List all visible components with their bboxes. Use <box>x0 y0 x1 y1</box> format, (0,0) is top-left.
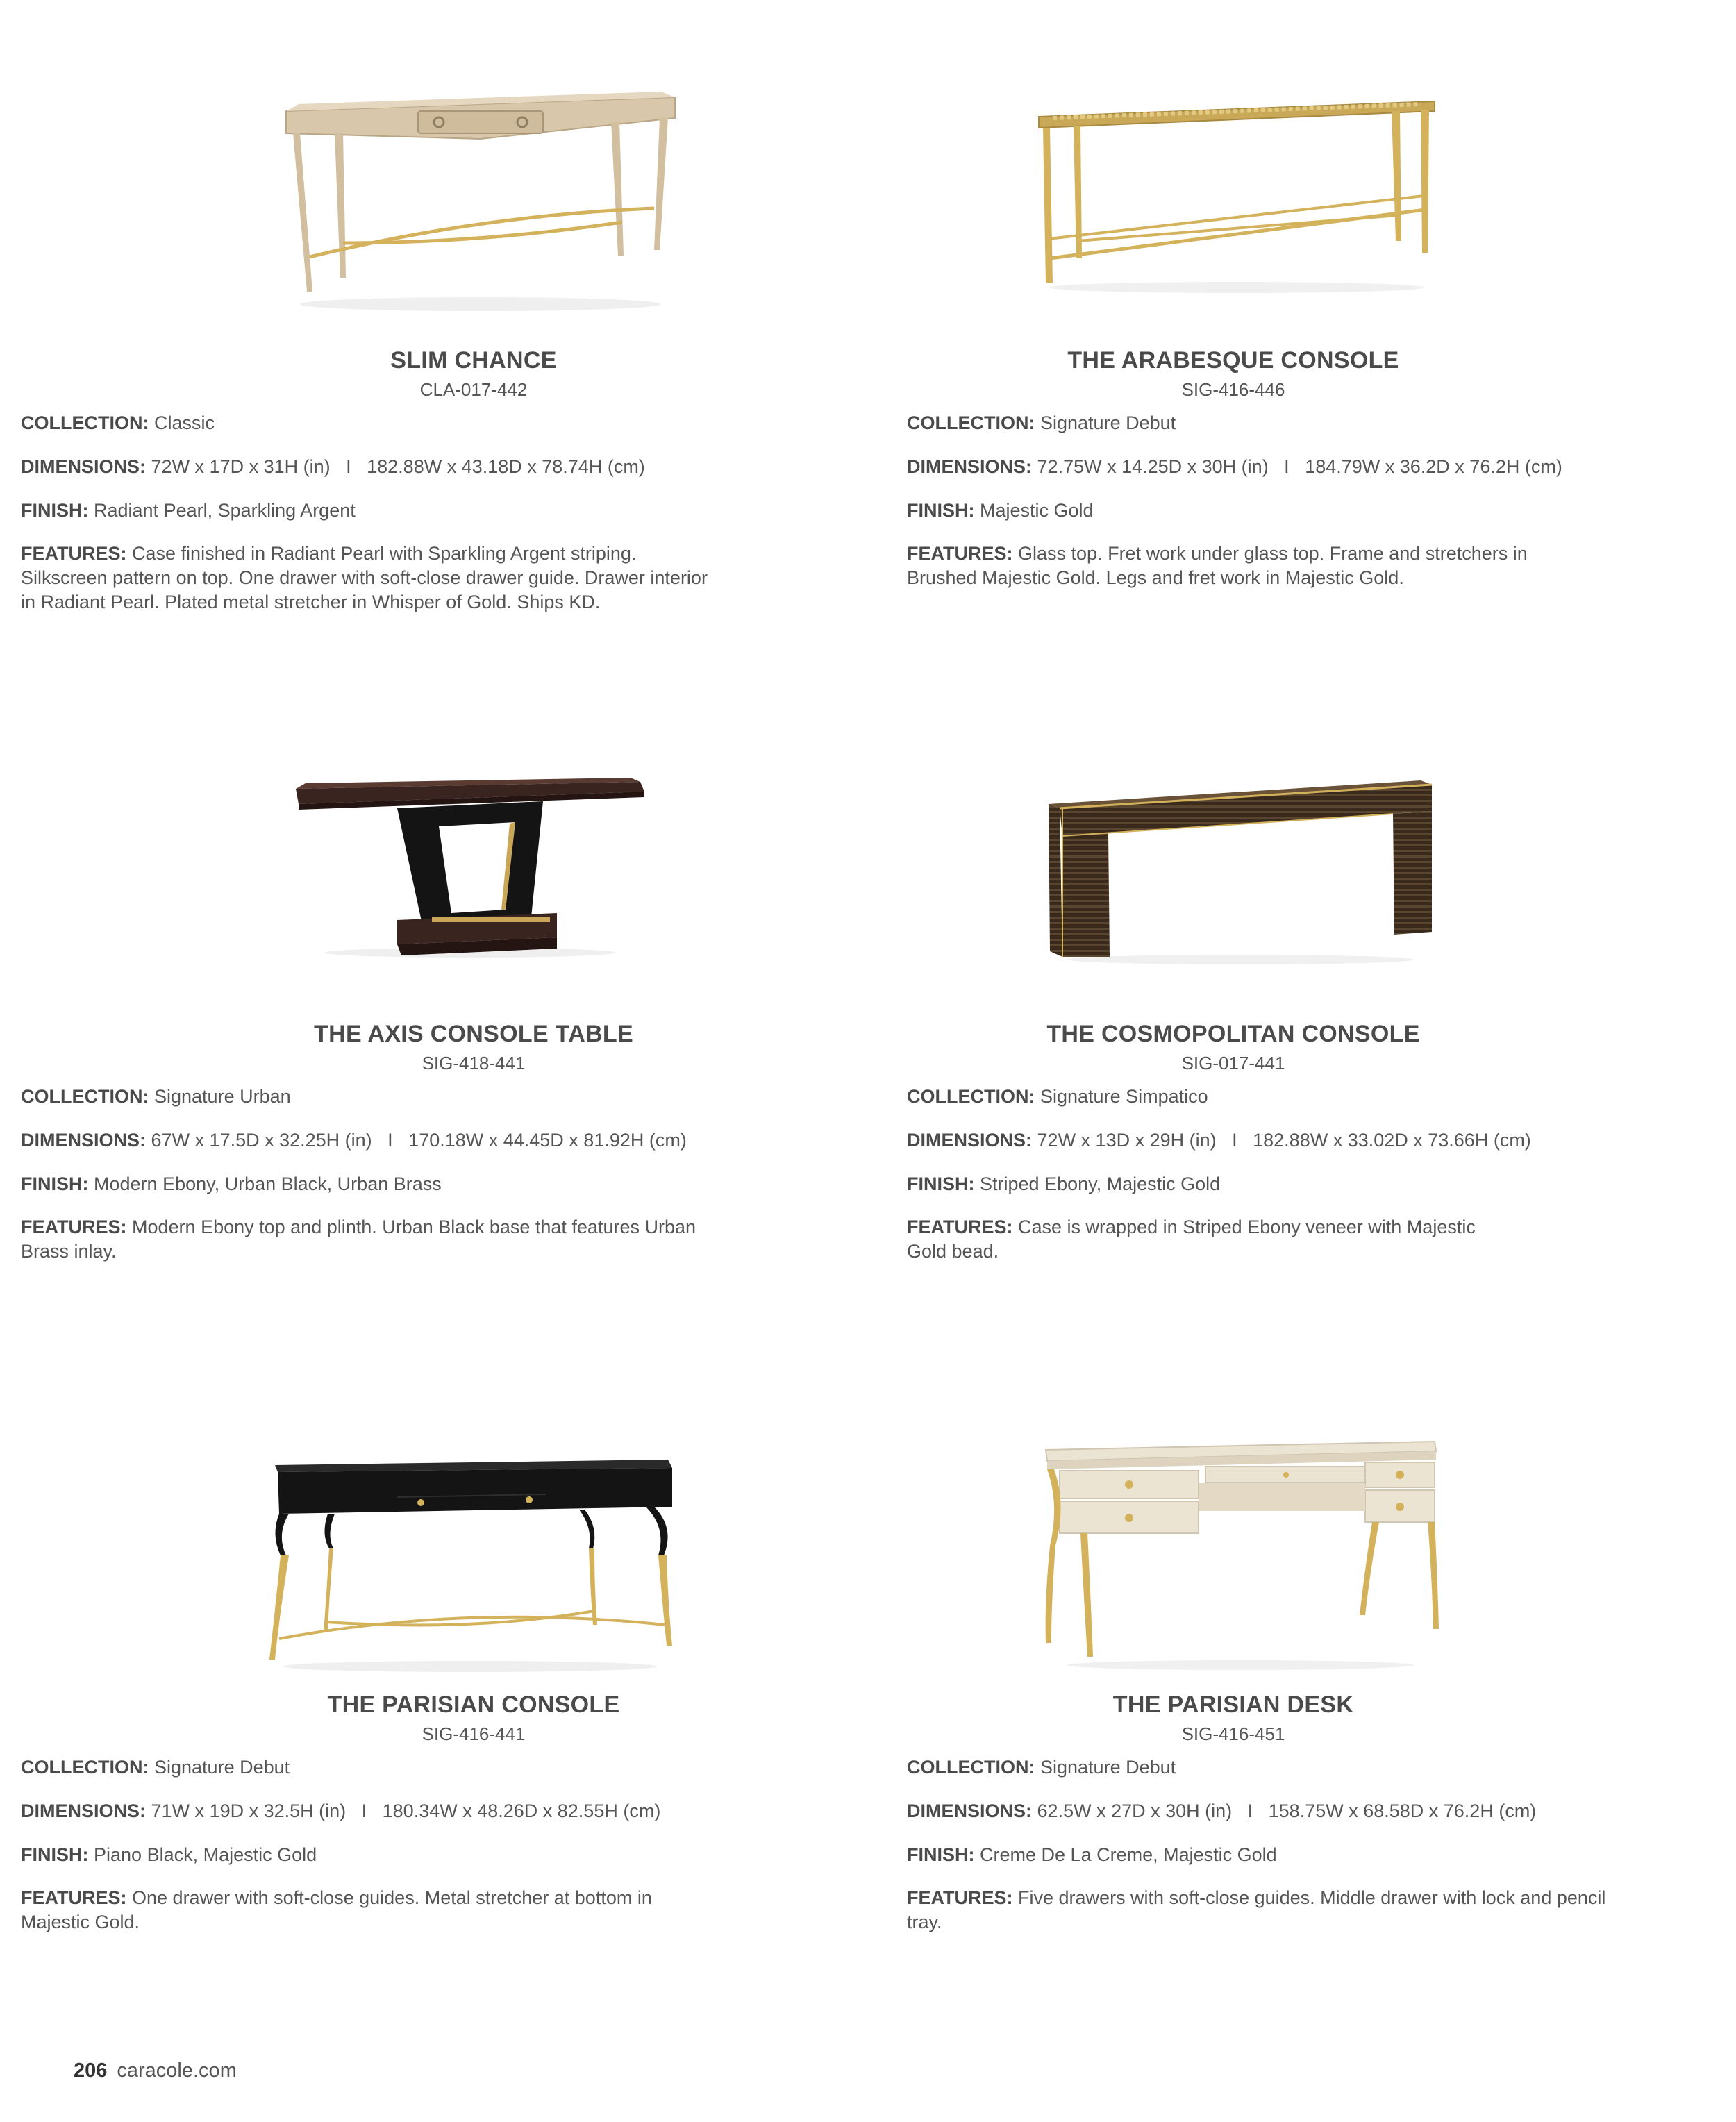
collection-label: COLLECTION: <box>907 1757 1035 1778</box>
product-sku: SIG-416-441 <box>422 1723 526 1744</box>
features-value: Modern Ebony top and plinth. Urban Black base that features Urban Brass inlay. <box>21 1217 696 1262</box>
features-label: FEATURES: <box>21 1217 127 1237</box>
finish-value: Creme De La Creme, Majestic Gold <box>980 1844 1277 1865</box>
finish-value: Radiant Pearl, Sparkling Argent <box>94 500 356 521</box>
product-image-slim-chance <box>279 83 682 312</box>
dimensions-label: DIMENSIONS: <box>907 1801 1033 1821</box>
collection-value: Signature Urban <box>154 1086 291 1107</box>
dimensions-label: DIMENSIONS: <box>907 456 1033 477</box>
collection-label: COLLECTION: <box>907 412 1035 433</box>
dimensions-value: 72W x 17D x 31H (in) I 182.88W x 43.18D x 78.74H (cm) <box>151 456 645 477</box>
finish-value: Majestic Gold <box>980 500 1094 521</box>
product-image-parisian-console <box>265 1458 675 1673</box>
features-label: FEATURES: <box>21 1887 127 1908</box>
product-dimensions <box>907 455 1608 479</box>
collection-label: COLLECTION: <box>21 1086 149 1107</box>
product-features <box>907 1886 1608 1935</box>
product-collection <box>907 1085 1608 1109</box>
product-title: THE ARABESQUE CONSOLE <box>1067 347 1399 374</box>
product-title: THE COSMOPOLITAN CONSOLE <box>1046 1021 1420 1047</box>
product-dimensions <box>907 1128 1608 1153</box>
dimensions-label: DIMENSIONS: <box>21 456 147 477</box>
product-dimensions <box>21 1799 722 1823</box>
product-finish <box>21 499 722 523</box>
finish-label: FINISH: <box>907 1173 975 1194</box>
page-footer <box>74 2060 237 2082</box>
product-title: THE AXIS CONSOLE TABLE <box>314 1021 633 1047</box>
product-finish <box>907 499 1608 523</box>
finish-value: Striped Ebony, Majestic Gold <box>980 1173 1221 1194</box>
dimensions-value: 71W x 19D x 32.5H (in) I 180.34W x 48.26D x 82.55H (cm) <box>151 1801 661 1821</box>
finish-label: FINISH: <box>907 500 975 521</box>
finish-value: Piano Black, Majestic Gold <box>94 1844 317 1865</box>
product-dimensions <box>21 1128 722 1153</box>
features-label: FEATURES: <box>21 543 127 564</box>
product-finish <box>21 1172 722 1196</box>
collection-value: Signature Debut <box>1040 1757 1176 1778</box>
collection-value: Signature Simpatico <box>1040 1086 1208 1107</box>
features-label: FEATURES: <box>907 1217 1013 1237</box>
finish-label: FINISH: <box>21 500 89 521</box>
product-image-parisian-desk <box>1039 1435 1442 1671</box>
collection-value: Classic <box>154 412 215 433</box>
product-finish <box>907 1843 1608 1867</box>
product-dimensions <box>907 1799 1608 1823</box>
product-title: THE PARISIAN CONSOLE <box>327 1691 620 1718</box>
page-number: 206 <box>74 2060 108 2082</box>
features-value: Glass top. Fret work under glass top. Frame and stretchers in Brushed Majestic Gold. Legs and fret work in Majestic Gold. <box>907 543 1528 588</box>
dimensions-value: 72.75W x 14.25D x 30H (in) I 184.79W x 36.2D x 76.2H (cm) <box>1037 456 1562 477</box>
product-sku: SIG-416-451 <box>1181 1723 1285 1744</box>
product-dimensions <box>21 455 722 479</box>
product-image-axis-console-table <box>293 778 647 958</box>
product-finish <box>907 1172 1608 1196</box>
product-collection <box>21 1085 722 1109</box>
product-title: THE PARISIAN DESK <box>1112 1691 1354 1718</box>
features-label: FEATURES: <box>907 1887 1013 1908</box>
finish-label: FINISH: <box>21 1173 89 1194</box>
product-sku: SIG-017-441 <box>1181 1053 1285 1073</box>
product-features <box>21 1886 715 1935</box>
features-value: Case finished in Radiant Pearl with Sparkling Argent striping. Silkscreen pattern on top. One drawer with soft-close drawer guide. Drawer interior in Radiant Pearl. Plated metal stretcher in Whisper of Gold. Ships KD. <box>21 543 708 612</box>
product-features <box>21 1215 701 1264</box>
collection-label: COLLECTION: <box>21 412 149 433</box>
dimensions-label: DIMENSIONS: <box>21 1801 147 1821</box>
product-collection <box>907 1755 1608 1780</box>
product-collection <box>21 1755 722 1780</box>
product-features <box>907 1215 1518 1264</box>
product-finish <box>21 1843 722 1867</box>
product-sku: SIG-418-441 <box>422 1053 526 1073</box>
finish-label: FINISH: <box>907 1844 975 1865</box>
collection-label: COLLECTION: <box>907 1086 1035 1107</box>
product-collection <box>21 411 722 435</box>
collection-value: Signature Debut <box>154 1757 290 1778</box>
product-image-cosmopolitan-console <box>1046 778 1435 965</box>
dimensions-label: DIMENSIONS: <box>21 1130 147 1151</box>
dimensions-value: 62.5W x 27D x 30H (in) I 158.75W x 68.58D x 76.2H (cm) <box>1037 1801 1537 1821</box>
product-sku: SIG-416-446 <box>1181 379 1285 400</box>
dimensions-value: 72W x 13D x 29H (in) I 182.88W x 33.02D x 73.66H (cm) <box>1037 1130 1531 1151</box>
finish-label: FINISH: <box>21 1844 89 1865</box>
features-value: One drawer with soft-close guides. Metal stretcher at bottom in Majestic Gold. <box>21 1887 652 1932</box>
features-value: Case is wrapped in Striped Ebony veneer with Majestic Gold bead. <box>907 1217 1476 1262</box>
product-features <box>21 542 722 615</box>
site-link[interactable]: caracole.com <box>117 2060 237 2082</box>
collection-value: Signature Debut <box>1040 412 1176 433</box>
product-sku: CLA-017-442 <box>419 379 528 400</box>
dimensions-label: DIMENSIONS: <box>907 1130 1033 1151</box>
product-collection <box>907 411 1608 435</box>
features-label: FEATURES: <box>907 543 1013 564</box>
product-image-arabesque-console <box>1032 92 1442 293</box>
product-features <box>907 542 1574 590</box>
product-title: SLIM CHANCE <box>390 347 557 374</box>
dimensions-value: 67W x 17.5D x 32.25H (in) I 170.18W x 44.45D x 81.92H (cm) <box>151 1130 687 1151</box>
features-value: Five drawers with soft-close guides. Middle drawer with lock and pencil tray. <box>907 1887 1606 1932</box>
collection-label: COLLECTION: <box>21 1757 149 1778</box>
finish-value: Modern Ebony, Urban Black, Urban Brass <box>94 1173 442 1194</box>
